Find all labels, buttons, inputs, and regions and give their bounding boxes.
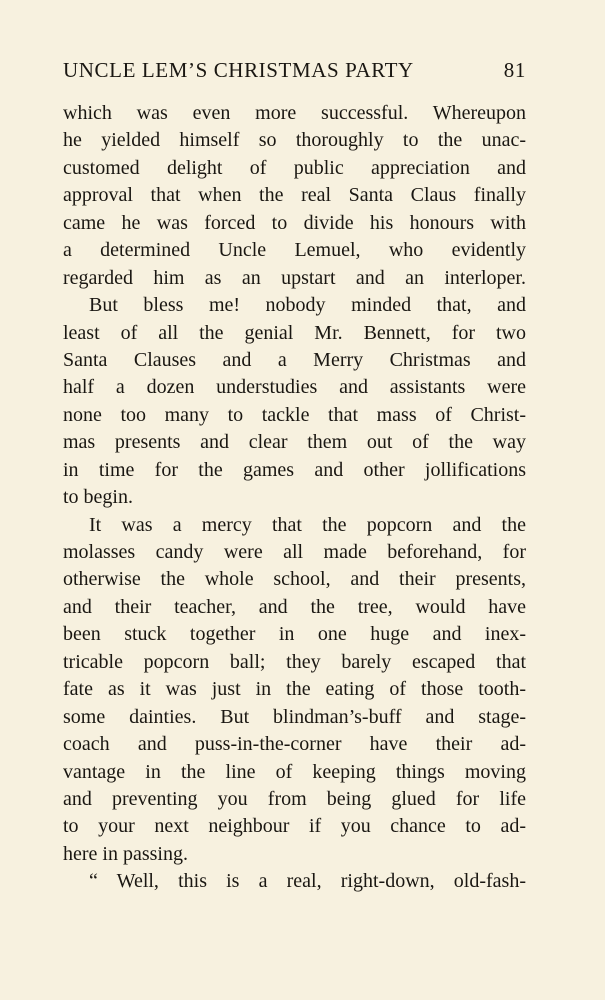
text-line: vantage in the line of keeping things moving [63, 760, 526, 783]
text-line: in time for the games and other jollifications [63, 458, 526, 481]
text-line: been stuck together in one huge and inex- [63, 623, 526, 646]
text-line: some dainties. But blindman’s-buff and stage- [63, 705, 526, 728]
text-line: regarded him as an upstart and an interloper. [63, 266, 526, 289]
running-head-title: UNCLE LEM’S CHRISTMAS PARTY [63, 57, 414, 82]
running-head [63, 53, 526, 87]
text-line: But bless me! nobody minded that, and [89, 294, 526, 317]
text-line: coach and puss-in-the-corner have their ad- [63, 733, 526, 756]
text-line: “ Well, this is a real, right-down, old-fash- [89, 870, 526, 893]
text-line: here in passing. [63, 842, 188, 865]
text-line: approval that when the real Santa Claus finally [63, 184, 526, 207]
text-line: mas presents and clear them out of the way [63, 431, 526, 454]
text-line: least of all the genial Mr. Bennett, for two [63, 321, 526, 344]
body-text [63, 100, 526, 896]
text-line: tricable popcorn ball; they barely escaped that [63, 650, 526, 673]
text-line: otherwise the whole school, and their presents, [63, 568, 526, 591]
text-line: and their teacher, and the tree, would have [63, 595, 526, 618]
text-line: he yielded himself so thoroughly to the unac- [63, 129, 526, 152]
text-line: which was even more successful. Whereupon [63, 102, 526, 124]
text-line: a determined Uncle Lemuel, who evidently [63, 239, 526, 262]
text-line: and preventing you from being glued for life [63, 787, 526, 810]
page-number: 81 [503, 57, 526, 82]
text-line: to your next neighbour if you chance to ad- [63, 815, 526, 838]
text-line: molasses candy were all made beforehand, for [63, 541, 526, 563]
text-line: Santa Clauses and a Merry Christmas and [63, 348, 526, 371]
text-line: came he was forced to divide his honours with [63, 211, 526, 234]
text-line: It was a mercy that the popcorn and the [89, 513, 526, 536]
text-line: customed delight of public appreciation and [63, 156, 526, 179]
text-line: none too many to tackle that mass of Christ- [63, 403, 526, 426]
text-line: fate as it was just in the eating of those tooth- [63, 678, 526, 701]
text-line: half a dozen understudies and assistants were [63, 376, 526, 399]
text-line: to begin. [63, 486, 133, 509]
